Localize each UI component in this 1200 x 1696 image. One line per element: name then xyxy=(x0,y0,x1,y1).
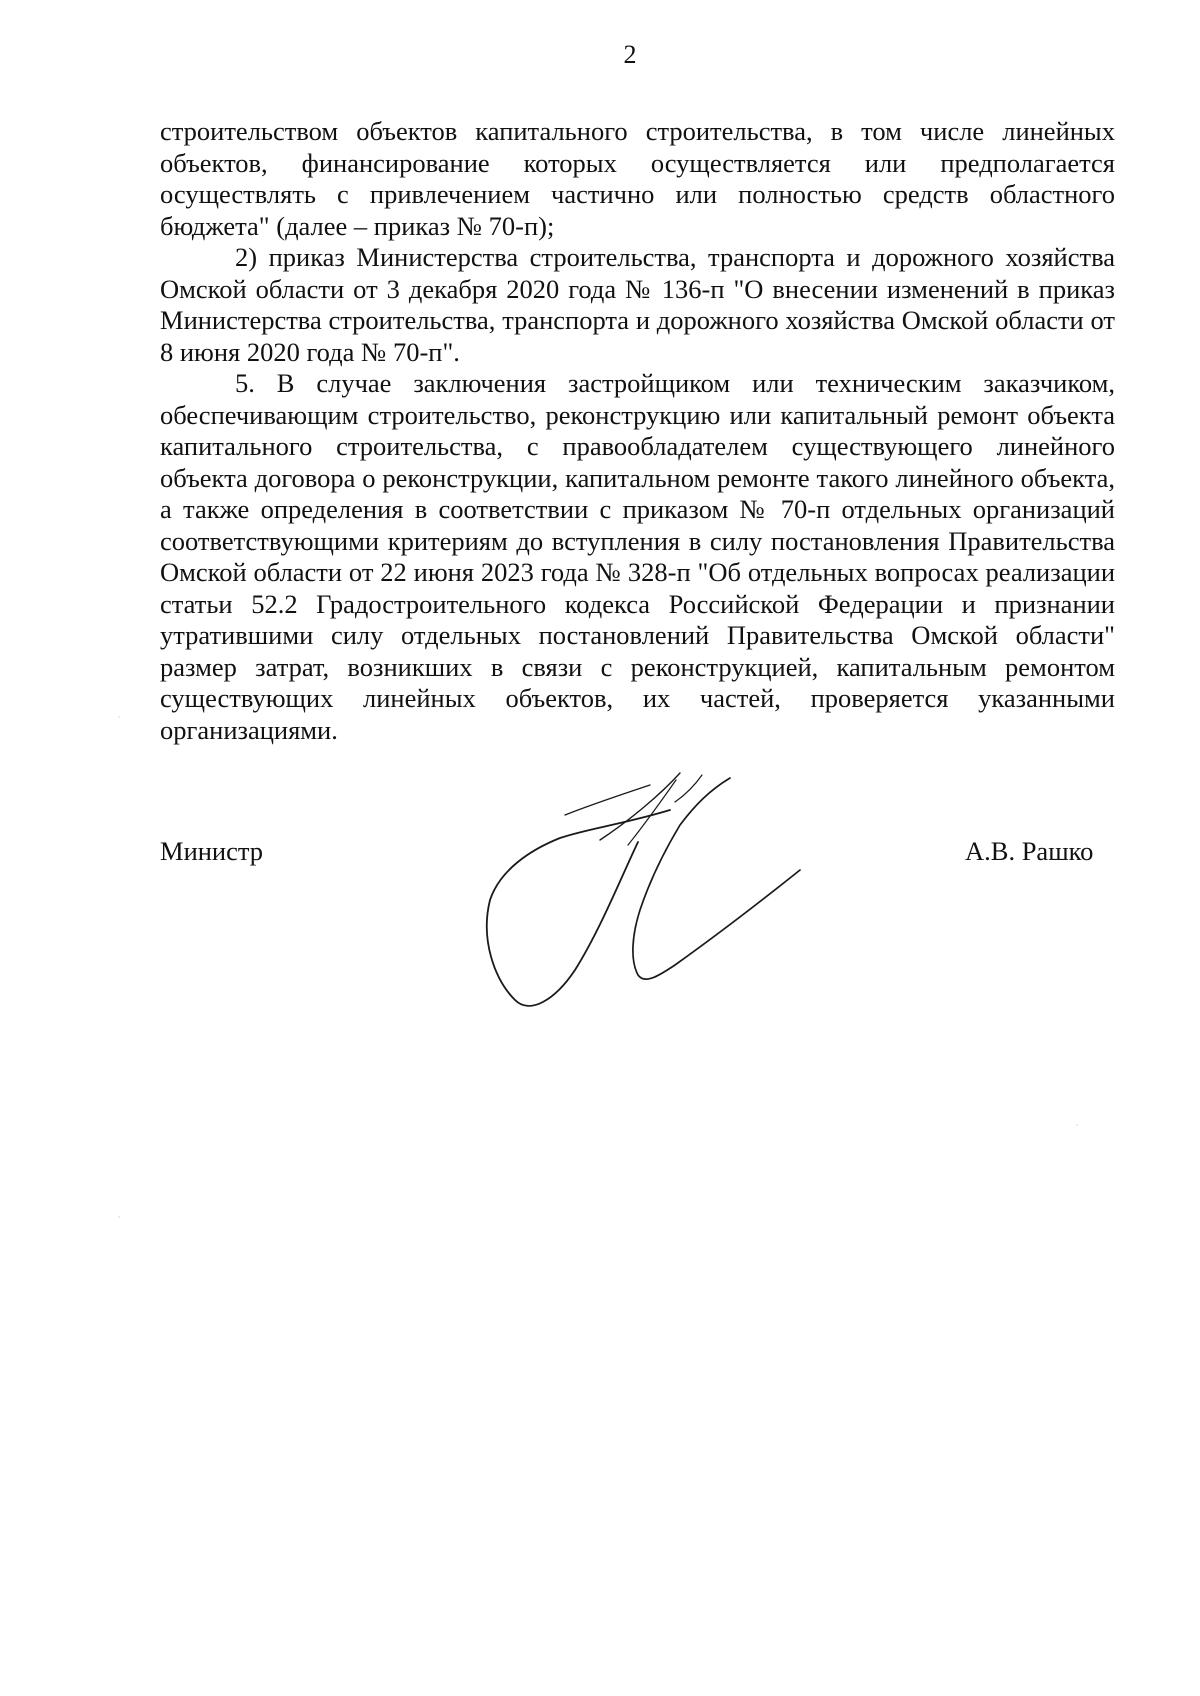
document-body xyxy=(160,116,1115,746)
signatory-name: А.В. Рашко xyxy=(965,836,1094,866)
scan-speck xyxy=(118,716,120,718)
page-number: 2 xyxy=(623,40,637,69)
scan-speck xyxy=(1076,1124,1078,1126)
signatory-role: Министр xyxy=(160,836,264,866)
paragraph-clause-5: 5. В случае заключения застройщиком или техническим заказчиком, обеспечивающим строительство, реконструкцию или капитальный ремонт объекта капитального строительства, с правообладателем существующего линейного объекта договора о реконструкции, капитальном ремонте такого линейного объекта, а также определения в соответствии с приказом № 70-п отдельных организаций соответствующими критериям до вступления в силу постановления Правительства Омской области от 22 июня 2023 года № 328-п "Об отдельных вопросах реализации статьи 52.2 Градостроительного кодекса Российской Федерации и признании утратившими силу отдельных постановлений Правительства Омской области" размер затрат, возникших в связи с реконструкцией, капитальным ремонтом существующих линейных объектов, их частей, проверяется указанными организациями. xyxy=(160,368,1115,745)
scan-speck xyxy=(118,1216,120,1218)
paragraph-continuation: строительством объектов капитального строительства, в том числе линейных объектов, финансирование которых осуществляется или предполагается осуществлять с привлечением частично или полностью средств областного бюджета" (далее – приказ № 70-п); xyxy=(160,116,1115,241)
handwritten-signature xyxy=(480,770,900,1030)
paragraph-item-2: 2) приказ Министерства строительства, транспорта и дорожного хозяйства Омской области от 3 декабря 2020 года № 136-п "О внесении изменений в приказ Министерства строительства, транспорта и дорожного хозяйства Омской области от 8 июня 2020 года № 70-п". xyxy=(160,242,1115,367)
